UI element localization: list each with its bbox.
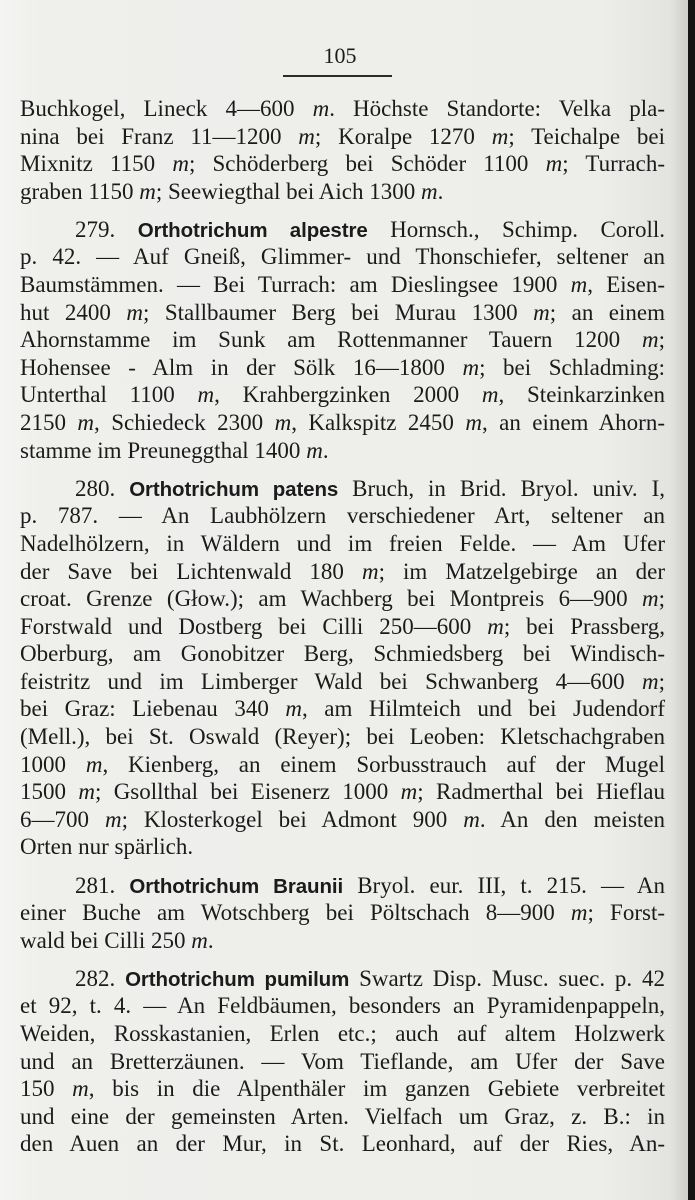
text-run: 6—700 (20, 806, 105, 832)
text-run: . (322, 437, 329, 463)
text-run: 282. (75, 965, 126, 991)
text-line (20, 354, 665, 382)
text-run: einer Buche am Wotschberg bei Pöltschach 8—900 (20, 900, 571, 926)
unit-meter: m (78, 779, 95, 805)
unit-meter: m (285, 696, 302, 722)
text-line (20, 1020, 665, 1048)
unit-meter: m (85, 751, 103, 777)
body-text (20, 95, 665, 1158)
text-run: wald bei Cilli 250 (20, 927, 192, 953)
text-run: Hornsch., Schimp. Coroll. (367, 216, 665, 242)
text-line (20, 243, 665, 271)
text-line (20, 216, 665, 244)
text-line (20, 806, 665, 834)
text-run: , Kalkspitz 2450 (291, 410, 466, 436)
text-line (20, 123, 665, 151)
text-run: Oberburg, am Gonobitzer Berg, Schmiedsberg bei Windisch- (20, 641, 665, 667)
text-run: 1500 (20, 779, 79, 805)
text-line (20, 437, 665, 465)
text-run: bei Graz: Liebenau 340 (20, 696, 286, 722)
species-name: Orthotrichum pumilum (125, 967, 350, 991)
text-line (20, 299, 665, 327)
text-run: p. 787. — An Laubhölzern verschiedener Art, seltener an (20, 503, 665, 529)
text-line (20, 695, 665, 723)
text-run: , bis in die Alpenthäler im ganzen Gebiete verbreitet (88, 1076, 665, 1102)
unit-meter: m (570, 900, 588, 926)
unit-meter: m (570, 272, 588, 298)
text-line (20, 475, 665, 503)
text-run: , Schiedeck 2300 (94, 410, 275, 436)
text-line (20, 1103, 665, 1131)
text-run: feistritz und im Limberger Wald bei Schwanberg 4—600 (20, 668, 642, 694)
text-run: Hohensee - Alm in der Sölk 16—1800 (20, 354, 463, 380)
text-line (20, 751, 665, 779)
text-line (20, 640, 665, 668)
text-run: nina bei Franz 11—1200 (20, 123, 299, 149)
text-run: ; Forst- (587, 900, 665, 926)
text-line (20, 95, 665, 123)
paragraph-entry-280 (20, 475, 665, 861)
paragraph-entry-281 (20, 872, 665, 955)
header-rule (283, 75, 392, 77)
text-line (20, 271, 665, 299)
text-run: und eine der gemeinsten Arten. Vielfach um Graz, z. B.: in (20, 1103, 665, 1129)
text-line (20, 530, 665, 558)
text-line (20, 872, 665, 900)
paragraph-entry-282 (20, 965, 665, 1158)
text-line (20, 668, 665, 696)
text-run: ; Turrach- (562, 151, 665, 177)
text-run: , am Hilmteich und bei Judendorf (301, 696, 665, 722)
text-run: et 92, t. 4. — An Feldbäumen, besonders an Pyramidenpappeln, (20, 993, 665, 1019)
page-number: 105 (323, 43, 357, 68)
text-run: Orten nur spärlich. (20, 834, 194, 860)
text-run: Buchkogel, Lineck 4—600 (20, 96, 313, 121)
text-run: den Auen an der Mur, in St. Leonhard, auf der Ries, An- (20, 1131, 665, 1157)
species-name: Orthotrichum patens (129, 477, 339, 501)
unit-meter: m (77, 410, 95, 436)
text-line (20, 178, 665, 206)
text-run: , Kienberg, an einem Sorbusstrauch auf der Mugel (102, 751, 666, 777)
text-run: ; Teichalpe bei (508, 123, 665, 149)
text-line (20, 613, 665, 641)
text-line (20, 1075, 665, 1103)
text-line (20, 899, 665, 927)
text-line (20, 326, 665, 354)
text-run: Bryol. eur. III, t. 215. — An (343, 872, 665, 898)
unit-meter: m (172, 151, 189, 177)
text-run: ; Seewiegthal bei Aich 1300 (155, 178, 421, 204)
text-line (20, 585, 665, 613)
text-run: croat. Grenze (Głow.); am Wachberg bei Montpreis 6—900 (20, 586, 642, 612)
text-run: Swartz Disp. Musc. suec. p. 42 (349, 965, 665, 991)
paragraph-entry-279 (20, 216, 665, 464)
text-run: 2150 (20, 410, 78, 436)
unit-meter: m (104, 806, 122, 832)
text-line (20, 150, 665, 178)
text-run: ; Schöderberg bei Schöder 1100 (188, 151, 546, 177)
text-run: 281. (75, 872, 130, 898)
text-run: ; (658, 327, 665, 353)
text-line (20, 409, 665, 437)
text-line (20, 1048, 665, 1076)
species-name: Orthotrichum alpestre (137, 218, 368, 242)
unit-meter: m (420, 178, 438, 204)
unit-meter: m (462, 354, 480, 380)
text-run: . (437, 178, 444, 204)
text-run: ; bei Prassberg, (503, 613, 665, 639)
unit-meter: m (641, 668, 659, 694)
unit-meter: m (545, 151, 563, 177)
unit-meter: m (641, 586, 659, 612)
text-run: der Save bei Lichtenwald 180 (20, 558, 362, 584)
text-run: Nadelhölzern, in Wäldern und im freien Felde. — Am Ufer (20, 530, 665, 556)
text-run: und an Bretterzäunen. — Vom Tieflande, am Ufer der Save (20, 1048, 665, 1074)
text-run: 279. (75, 216, 138, 242)
text-run: , an einem Ahorn- (481, 410, 666, 436)
text-line (20, 558, 665, 586)
text-run: , Eisen- (587, 272, 665, 298)
text-run: ; Klosterkogel bei Admont 900 (121, 806, 464, 832)
text-run: Weiden, Rosskastanien, Erlen etc.; auch auf altem Holzwerk (20, 1021, 665, 1046)
text-run: ; an einem (549, 299, 665, 325)
text-run: . (207, 927, 214, 953)
text-line (20, 502, 665, 530)
unit-meter: m (72, 1076, 89, 1102)
unit-meter: m (274, 410, 292, 436)
text-line (20, 992, 665, 1020)
unit-meter: m (491, 123, 509, 149)
unit-meter: m (306, 437, 323, 463)
text-run: . An den meisten (479, 806, 666, 832)
text-run: graben 1150 (20, 178, 140, 204)
unit-meter: m (533, 299, 550, 325)
text-run: Forstwald und Dostberg bei Cilli 250—600 (20, 613, 488, 639)
text-run: 1000 (20, 751, 86, 777)
text-line (20, 723, 665, 751)
text-run: ; Radmerthal bei Hieflau (417, 779, 665, 805)
text-run: ; Gsollthal bei Eisenerz 1000 (94, 779, 401, 805)
text-run: ; (658, 586, 665, 612)
unit-meter: m (139, 178, 156, 204)
text-line (20, 1130, 665, 1158)
text-run: Bruch, in Brid. Bryol. univ. I, (338, 475, 666, 501)
text-run: 150 (20, 1076, 73, 1102)
unit-meter: m (465, 410, 482, 436)
text-run: , Steinkarzinken (498, 382, 665, 408)
text-run: ; im Matzelgebirge an der (378, 558, 665, 584)
text-line (20, 927, 665, 955)
text-line (20, 778, 665, 806)
unit-meter: m (312, 96, 330, 121)
text-run: hut 2400 (20, 299, 127, 325)
text-run: Unterthal 1100 (20, 382, 198, 408)
unit-meter: m (481, 382, 499, 408)
text-run: . Höchste Standorte: Velka pla- (329, 96, 665, 121)
text-run: ; Koralpe 1270 (314, 123, 492, 149)
text-run: p. 42. — Auf Gneiß, Glimmer- und Thonschiefer, seltener an (20, 244, 665, 270)
text-run: Ahornstamme im Sunk am Rottenmanner Tauern 1200 (20, 327, 642, 353)
unit-meter: m (126, 299, 143, 325)
text-run: , Krahbergzinken 2000 (214, 382, 482, 408)
unit-meter: m (191, 927, 208, 953)
text-run: (Mell.), bei St. Oswald (Reyer); bei Leoben: Kletschachgraben (20, 724, 665, 750)
text-run: Mixnitz 1150 (20, 151, 173, 177)
unit-meter: m (463, 806, 480, 832)
text-run: ; Stallbaumer Berg bei Murau 1300 (142, 299, 534, 325)
page-edge-shadow (688, 0, 695, 1200)
unit-meter: m (487, 613, 504, 639)
unit-meter: m (641, 327, 659, 353)
text-run: 280. (75, 475, 130, 501)
text-line (20, 965, 665, 993)
paragraph-continued (20, 95, 665, 205)
unit-meter: m (400, 779, 418, 805)
text-run: Baumstämmen. — Bei Turrach: am Dieslingsee 1900 (20, 272, 571, 298)
unit-meter: m (197, 382, 215, 408)
text-run: stamme im Preuneggthal 1400 (20, 437, 307, 463)
text-line (20, 381, 665, 409)
unit-meter: m (298, 123, 315, 149)
text-run: ; bei Schladming: (479, 354, 665, 380)
text-line (20, 833, 665, 861)
species-name: Orthotrichum Braunii (129, 874, 344, 898)
text-run: ; (658, 668, 665, 694)
unit-meter: m (361, 558, 379, 584)
